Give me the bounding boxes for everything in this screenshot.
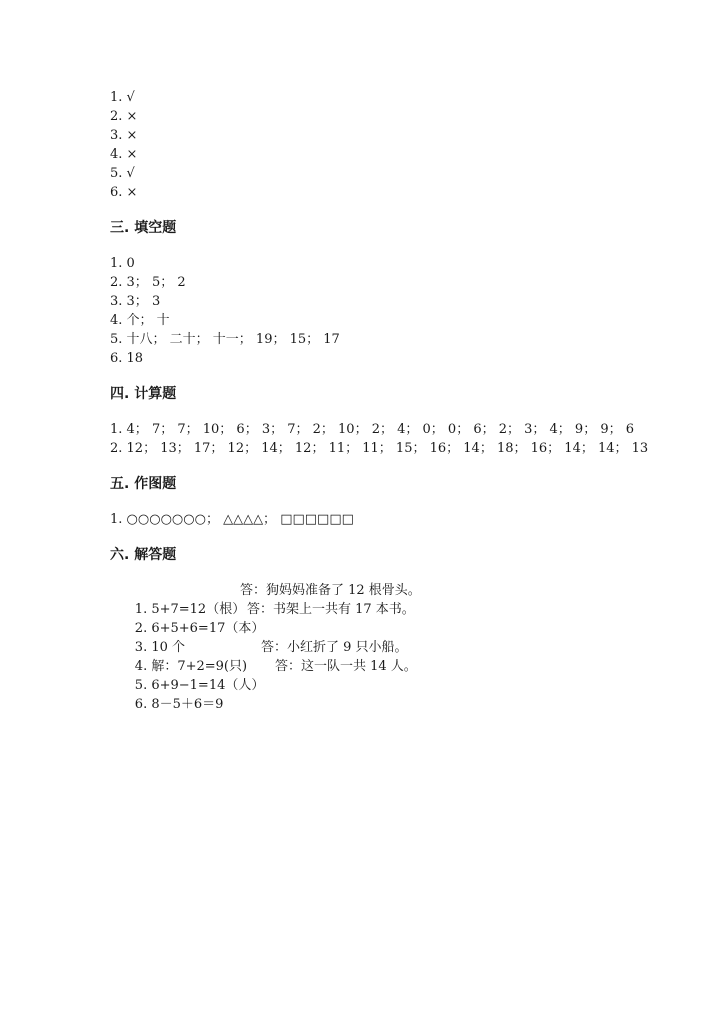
calc-section-title: 四. 计算题 (110, 386, 177, 402)
draw-section-title: 五. 作图题 (110, 476, 177, 492)
judge-answer-5: 5. √ (110, 166, 135, 181)
solve-answers (110, 581, 670, 712)
solve-expression: 6. 8－5＋6＝9 (134, 697, 224, 712)
calc-answer-1: 1. 4； 7； 7； 10； 6； 3； 7； 2； 10； 2； 4； 0； 0； 6； 2； 3； 4； 9； 9； 6 (110, 422, 635, 437)
solve-reply: 答：书架上一共有 17 本书。 (247, 602, 415, 617)
solve-answer-2 (110, 600, 670, 636)
judge-answer-2: 2. × (110, 109, 138, 124)
draw-answers (110, 510, 670, 529)
solve-expression: 3. 10 个 (134, 640, 186, 655)
calc-answers (110, 420, 670, 458)
draw-answer-1: 1. ○○○○○○○； △△△△； □□□□□□ (110, 512, 354, 527)
solve-reply: 答：狗妈妈准备了 12 根骨头。 (240, 583, 421, 598)
calc-answer-2: 2. 12； 13； 17； 12； 14； 12； 11； 11； 15； 16； 14； 18； 16； 14； 14； 13 (110, 441, 649, 456)
solve-expression: 4. 解：7+2=9(只) (134, 659, 248, 674)
fill-answer-6: 6. 18 (110, 351, 144, 366)
judge-answers (110, 88, 670, 202)
fill-answer-1: 1. 0 (110, 256, 135, 271)
solve-expression: 5. 6+9−1=14（人） (134, 678, 265, 693)
fill-section-title: 三. 填空题 (110, 220, 177, 236)
solve-reply: 答：这一队一共 14 人。 (275, 659, 417, 674)
fill-answer-3: 3. 3； 3 (110, 294, 161, 309)
judge-answer-6: 6. × (110, 185, 138, 200)
fill-answer-4: 4. 个； 十 (110, 313, 170, 328)
solve-section-title: 六. 解答题 (110, 547, 177, 563)
judge-answer-3: 3. × (110, 128, 138, 143)
judge-answer-1: 1. √ (110, 90, 135, 105)
fill-answer-5: 5. 十八； 二十； 十一； 19； 15； 17 (110, 332, 340, 347)
fill-answers (110, 254, 670, 368)
judge-answer-4: 4. × (110, 147, 138, 162)
solve-expression: 2. 6+5+6=17（本） (134, 621, 265, 636)
solve-answer-5 (110, 657, 670, 693)
fill-answer-2: 2. 3； 5； 2 (110, 275, 186, 290)
solve-expression: 1. 5+7=12（根） (134, 602, 246, 617)
answer-sheet (110, 88, 670, 712)
solve-reply: 答：小红折了 9 只小船。 (261, 640, 408, 655)
solve-answer-6 (110, 676, 670, 712)
